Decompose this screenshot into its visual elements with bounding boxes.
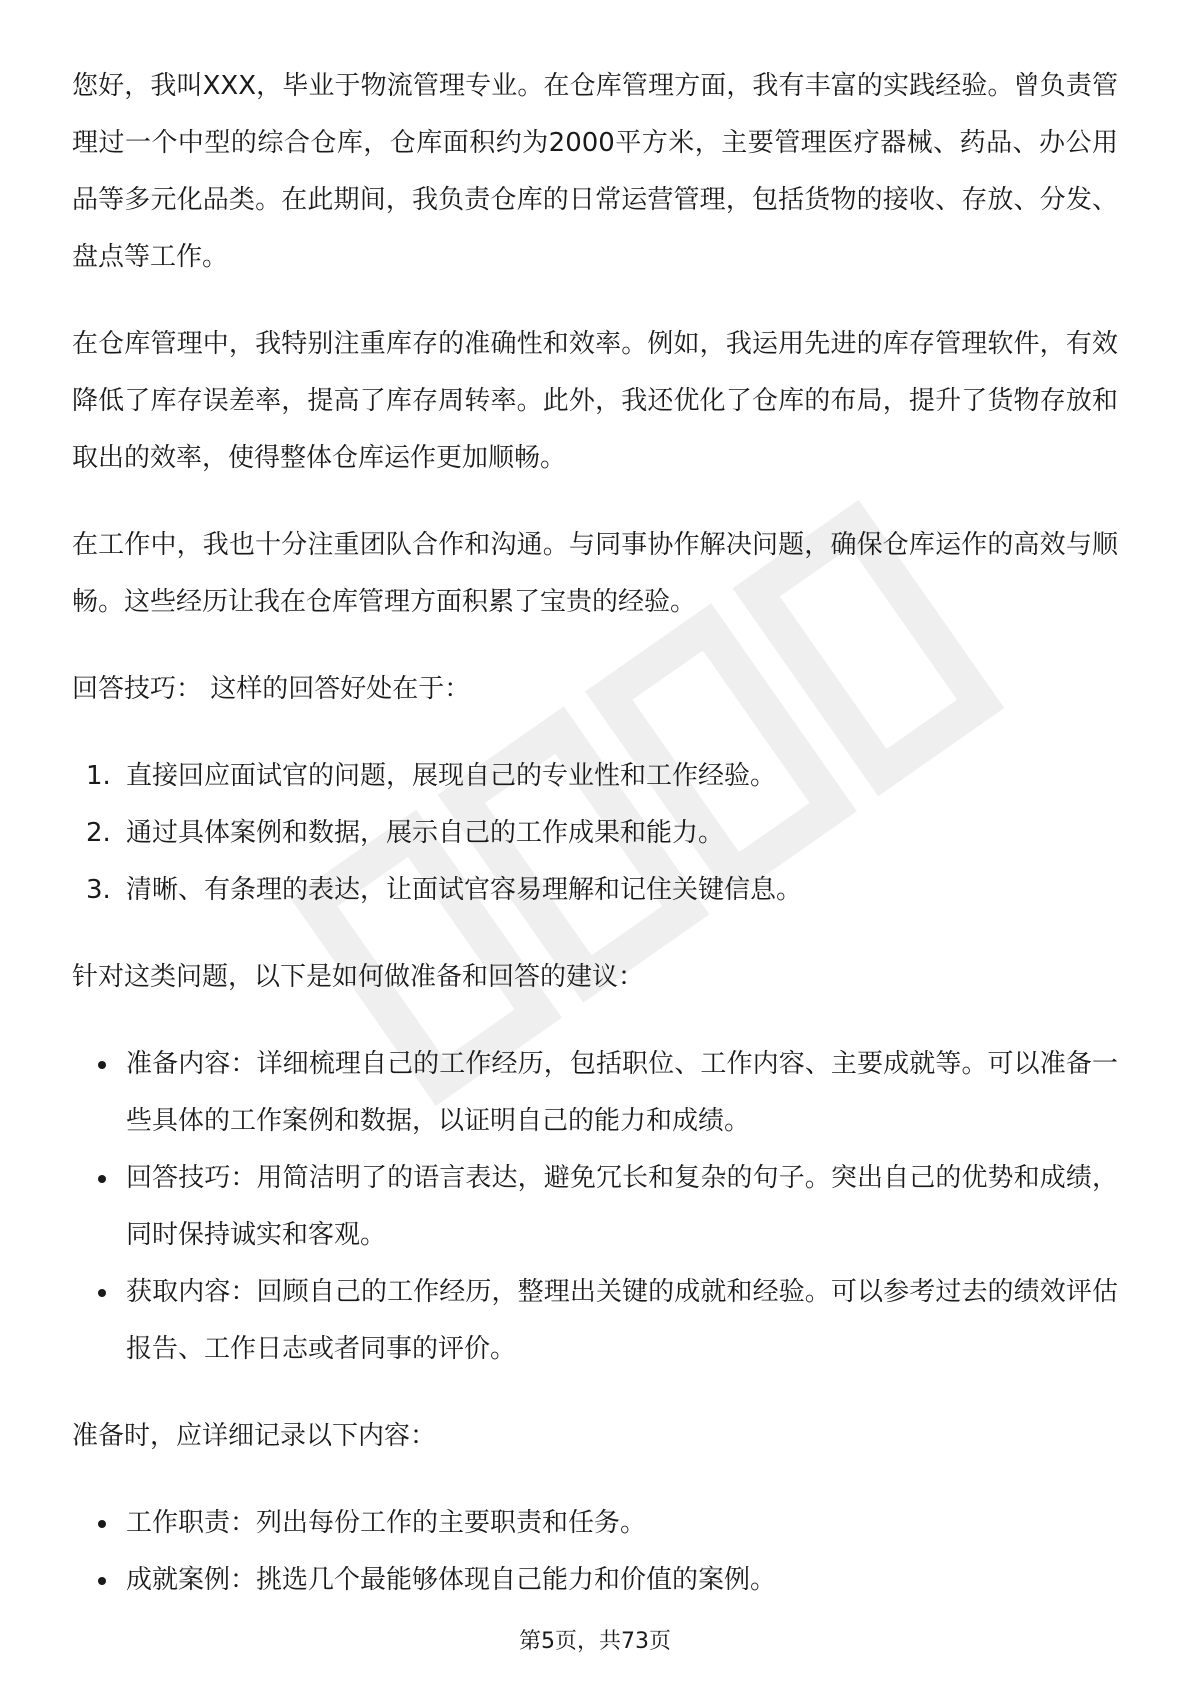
paragraph-teamwork: 在工作中，我也十分注重团队合作和沟通。与同事协作解决问题，确保仓库运作的高效与顺畅。这些经历让我在仓库管理方面积累了宝贵的经验。: [72, 530, 1118, 617]
list-item: [72, 1495, 1118, 1552]
list-item: [72, 862, 1118, 919]
bullet-icon: [98, 1577, 106, 1585]
list-marker: 2.: [86, 818, 111, 848]
benefits-ordered-list: [72, 748, 1118, 919]
list-item: [72, 748, 1118, 805]
list-item: [72, 1150, 1118, 1264]
list-item: [72, 1552, 1118, 1609]
bullet-icon: [98, 1520, 106, 1528]
list-item-text: 获取内容：回顾自己的工作经历，整理出关键的成就和经验。可以参考过去的绩效评估报告、工作日志或者同事的评价。: [126, 1277, 1118, 1364]
list-marker: 1.: [86, 761, 111, 791]
list-item-text: 通过具体案例和数据，展示自己的工作成果和能力。: [126, 818, 725, 848]
prep-bullet-list: [72, 1495, 1118, 1609]
document-page: [72, 58, 1118, 1639]
bullet-icon: [98, 1175, 106, 1183]
list-item: [72, 1264, 1118, 1378]
page-footer: 第5页，共73页: [519, 1629, 671, 1654]
bullet-icon: [98, 1061, 106, 1069]
suggestions-bullet-list: [72, 1036, 1118, 1378]
list-item-text: 工作职责：列出每份工作的主要职责和任务。: [126, 1508, 647, 1538]
list-item-text: 回答技巧：用简洁明了的语言表达，避免冗长和复杂的句子。突出自己的优势和成绩，同时保持诚实和客观。: [126, 1163, 1118, 1250]
list-item-text: 准备内容：详细梳理自己的工作经历，包括职位、工作内容、主要成就等。可以准备一些具体的工作案例和数据，以证明自己的能力和成绩。: [126, 1049, 1118, 1136]
list-item: [72, 805, 1118, 862]
list-marker: 3.: [86, 875, 111, 905]
paragraph-answer-tips-heading: 回答技巧： 这样的回答好处在于：: [72, 674, 471, 704]
list-item-text: 直接回应面试官的问题，展现自己的专业性和工作经验。: [126, 761, 777, 791]
bullet-icon: [98, 1289, 106, 1297]
paragraph-inventory: 在仓库管理中，我特别注重库存的准确性和效率。例如，我运用先进的库存管理软件，有效降低了库存误差率，提高了库存周转率。此外，我还优化了仓库的布局，提升了货物存放和取出的效率，使得整体仓库运作更加顺畅。: [72, 329, 1118, 473]
list-item-text: 成就案例：挑选几个最能够体现自己能力和价值的案例。: [126, 1565, 777, 1595]
list-item-text: 清晰、有条理的表达，让面试官容易理解和记住关键信息。: [126, 875, 803, 905]
paragraph-prep-heading: 准备时，应详细记录以下内容：: [72, 1421, 437, 1451]
paragraph-suggestions-heading: 针对这类问题，以下是如何做准备和回答的建议：: [72, 962, 645, 992]
list-item: [72, 1036, 1118, 1150]
paragraph-intro: 您好，我叫XXX，毕业于物流管理专业。在仓库管理方面，我有丰富的实践经验。曾负责管理过一个中型的综合仓库，仓库面积约为2000平方米，主要管理医疗器械、药品、办公用品等多元化品类。在此期间，我负责仓库的日常运营管理，包括货物的接收、存放、分发、盘点等工作。: [72, 71, 1118, 272]
